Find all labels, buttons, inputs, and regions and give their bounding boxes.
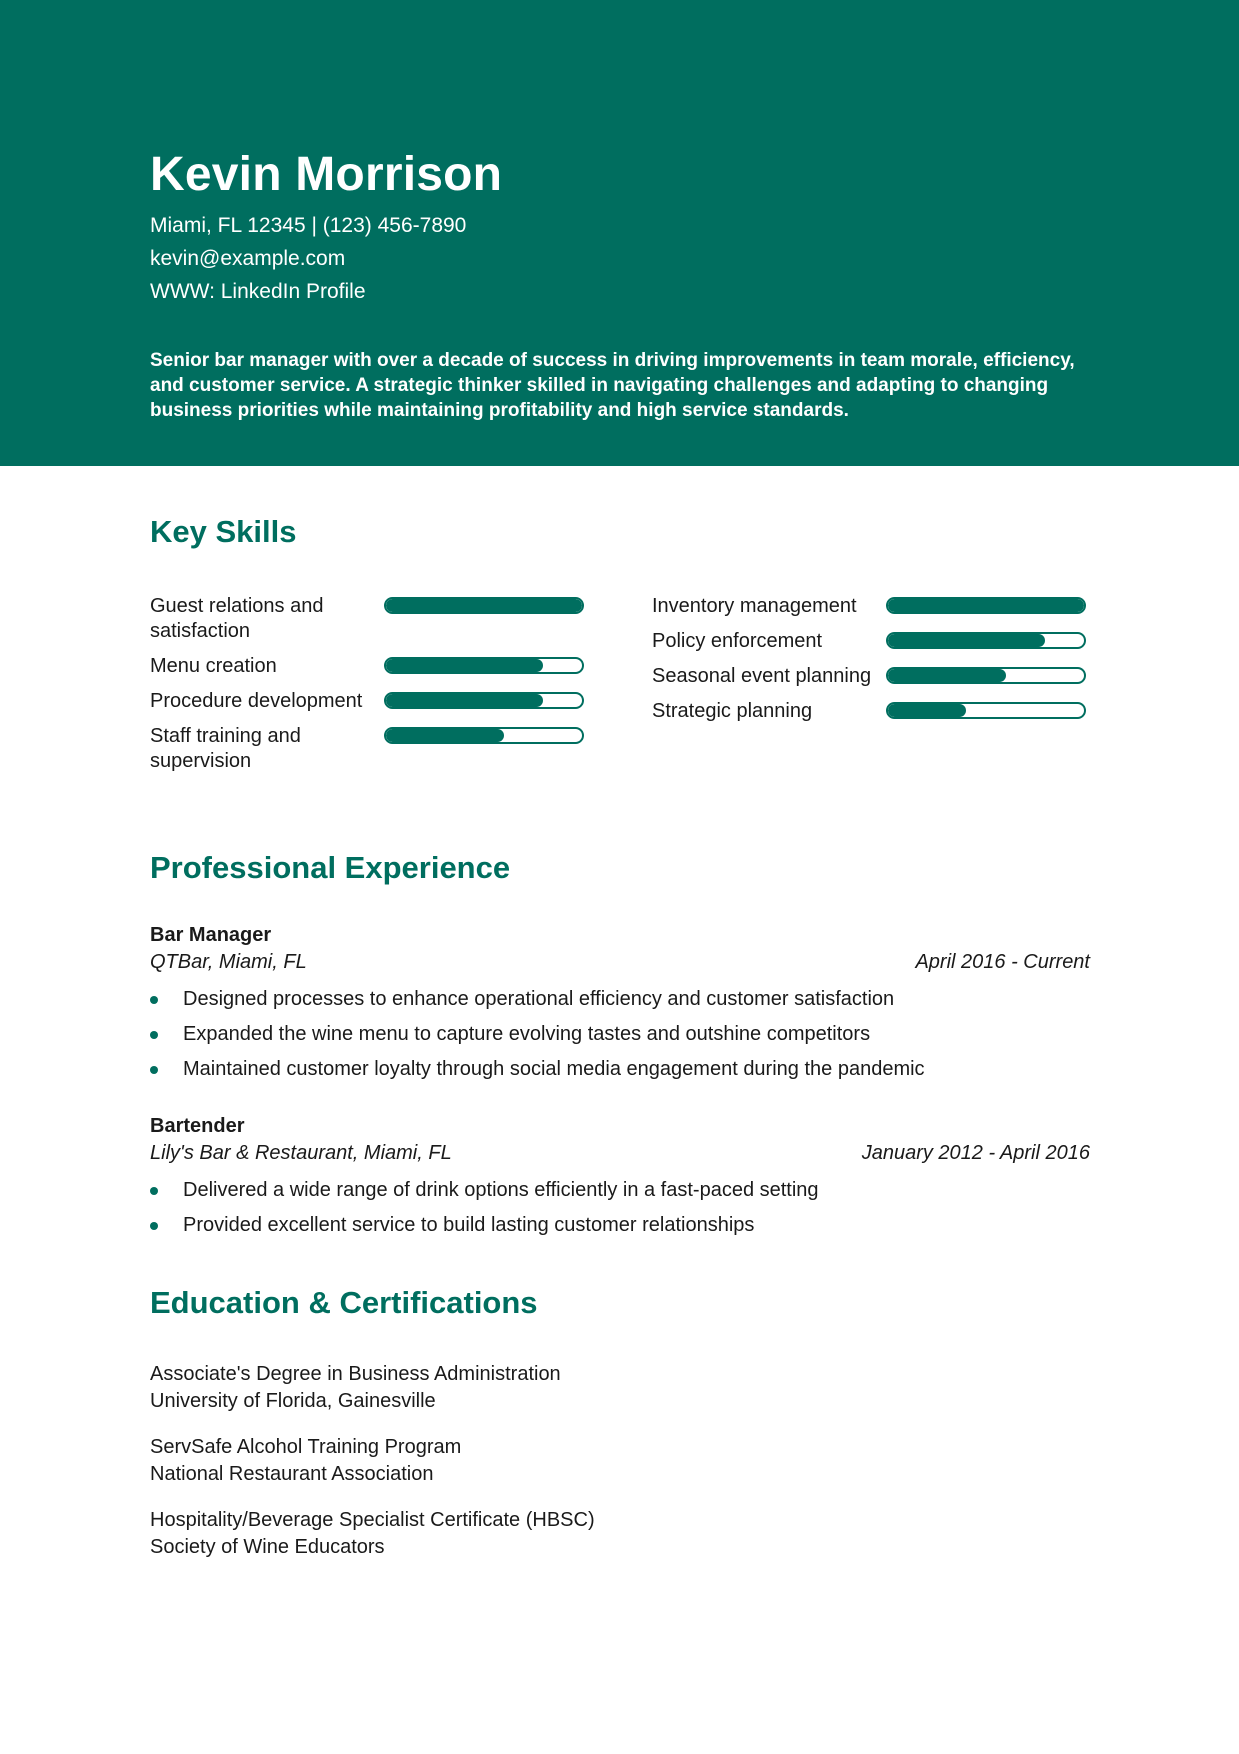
education-institution: Society of Wine Educators [150, 1536, 385, 1558]
skill-label: Menu creation [150, 655, 277, 677]
education-item [150, 1434, 1090, 1488]
skill-level-bar [384, 692, 584, 709]
job-dates: April 2016 - Current [915, 951, 1090, 973]
skill-label: Strategic planning [652, 700, 813, 722]
job-entry [150, 922, 1090, 1087]
professional-summary: Senior bar manager with over a decade of success in driving improvements in team morale, efficiency, and customer service. A strategic thinker skilled in navigating challenges and adapting to changing business priorities while maintaining profitability and high service standards. [150, 350, 1075, 421]
bullet-dot-icon [150, 1222, 158, 1230]
skill-row [652, 664, 1090, 689]
job-bullet [150, 982, 1090, 1017]
job-bullet [150, 1052, 1090, 1087]
contact-block [150, 209, 1090, 308]
job-bullets [150, 982, 1090, 1087]
header-content [150, 145, 1090, 423]
key-skills-heading: Key Skills [150, 514, 297, 549]
skill-level-bar [886, 702, 1086, 719]
education-section [150, 1281, 1090, 1561]
skill-level-fill [888, 599, 1084, 612]
skill-level-bar [384, 727, 584, 744]
skill-level-fill [386, 599, 582, 612]
skill-level-fill [386, 694, 543, 707]
job-meta [150, 1139, 1090, 1167]
skill-label: Guest relations and satisfaction [150, 595, 324, 642]
skill-label: Inventory management [652, 595, 857, 617]
key-skills-section [150, 510, 1090, 784]
email-link[interactable]: kevin@example.com [150, 247, 346, 270]
bullet-text: Provided excellent service to build lasting customer relationships [183, 1214, 755, 1236]
skill-level-fill [888, 669, 1006, 682]
job-dates: January 2012 - April 2016 [861, 1142, 1090, 1164]
skill-row [652, 594, 1090, 619]
education-institution: University of Florida, Gainesville [150, 1390, 436, 1412]
experience-section [150, 846, 1090, 1243]
bullet-text: Expanded the wine menu to capture evolving tastes and outshine competitors [183, 1023, 871, 1045]
skill-level-fill [386, 729, 504, 742]
bullet-text: Designed processes to enhance operational efficiency and customer satisfaction [183, 988, 895, 1010]
skills-column-right [652, 594, 1090, 784]
skill-label: Procedure development [150, 690, 363, 712]
job-bullet [150, 1208, 1090, 1243]
bullet-dot-icon [150, 996, 158, 1004]
skill-label: Seasonal event planning [652, 665, 872, 687]
header-banner [0, 0, 1239, 466]
experience-heading: Professional Experience [150, 850, 511, 885]
candidate-name: Kevin Morrison [150, 148, 503, 201]
skill-row [652, 699, 1090, 724]
skill-label: Staff training and supervision [150, 725, 301, 772]
skill-level-bar [886, 632, 1086, 649]
skill-level-bar [384, 597, 584, 614]
job-bullets [150, 1173, 1090, 1243]
main-content [150, 510, 1090, 1561]
bullet-dot-icon [150, 1031, 158, 1039]
skill-label: Policy enforcement [652, 630, 823, 652]
education-institution: National Restaurant Association [150, 1463, 434, 1485]
job-company: Lily's Bar & Restaurant, Miami, FL [150, 1142, 452, 1164]
skill-level-fill [888, 704, 966, 717]
job-title: Bar Manager [150, 924, 272, 946]
address-phone: Miami, FL 12345 | (123) 456-7890 [150, 214, 467, 237]
education-item [150, 1361, 1090, 1415]
skill-level-bar [886, 667, 1086, 684]
skill-row [150, 594, 588, 644]
education-item [150, 1507, 1090, 1561]
bullet-dot-icon [150, 1187, 158, 1195]
linkedin-link[interactable]: WWW: LinkedIn Profile [150, 280, 366, 303]
education-credential: Hospitality/Beverage Specialist Certificate (HBSC) [150, 1509, 595, 1531]
skills-column-left [150, 594, 588, 784]
education-credential: ServSafe Alcohol Training Program [150, 1436, 462, 1458]
skill-row [652, 629, 1090, 654]
skill-level-bar [886, 597, 1086, 614]
skills-grid [150, 594, 1090, 784]
job-title: Bartender [150, 1115, 245, 1137]
job-meta [150, 948, 1090, 976]
job-bullet [150, 1173, 1090, 1208]
bullet-text: Delivered a wide range of drink options efficiently in a fast-paced setting [183, 1179, 819, 1201]
skill-level-fill [386, 659, 543, 672]
bullet-dot-icon [150, 1066, 158, 1074]
job-company: QTBar, Miami, FL [150, 951, 307, 973]
skill-row [150, 724, 588, 774]
skill-level-fill [888, 634, 1045, 647]
skill-row [150, 689, 588, 714]
education-credential: Associate's Degree in Business Administration [150, 1363, 561, 1385]
job-entry [150, 1113, 1090, 1243]
job-bullet [150, 1017, 1090, 1052]
education-heading: Education & Certifications [150, 1285, 538, 1320]
skill-level-bar [384, 657, 584, 674]
skill-row [150, 654, 588, 679]
bullet-text: Maintained customer loyalty through social media engagement during the pandemic [183, 1058, 925, 1080]
